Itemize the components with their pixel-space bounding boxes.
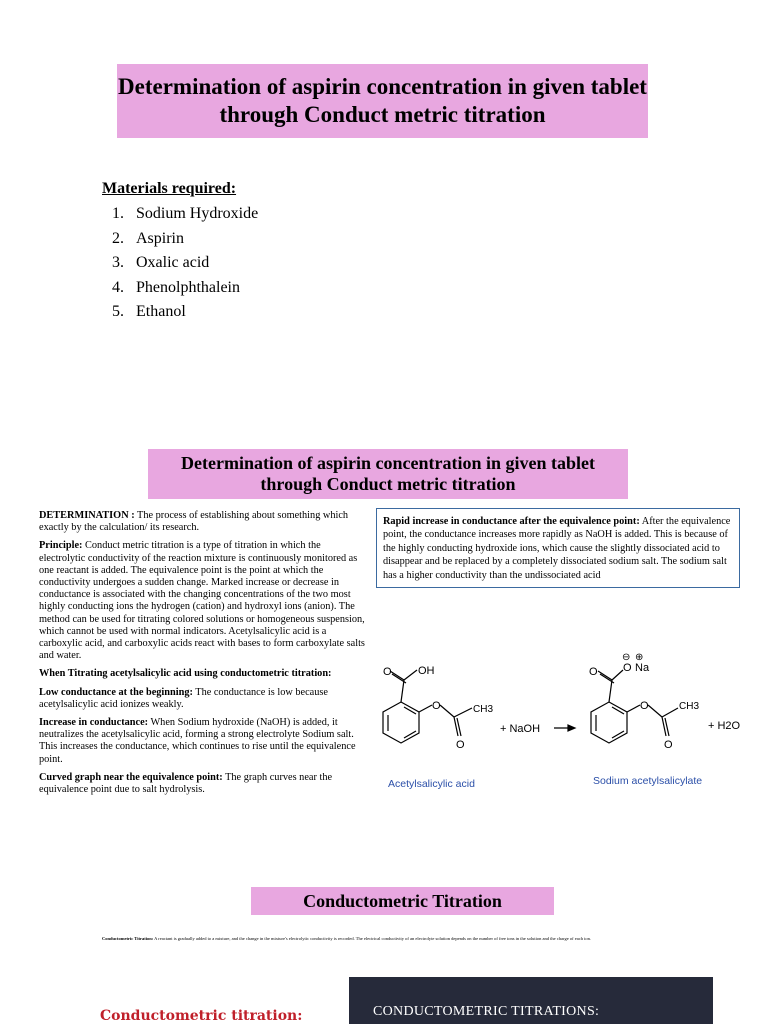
sodium-acetylsalicylate-structure xyxy=(591,670,678,743)
page-title-text: Determination of aspirin concentration in given tablet through Conduct metric titration xyxy=(118,74,647,127)
slide-heading-left: Conductometric titration: xyxy=(100,1008,303,1024)
naoh-label: + NaOH xyxy=(500,723,541,735)
principle-paragraph xyxy=(39,540,365,662)
list-item: 4. Phenolphthalein xyxy=(128,276,402,301)
increase-conductance-paragraph xyxy=(39,717,365,766)
curved-graph-label: Curved graph near the equivalence point: xyxy=(39,771,223,783)
negative-charge-icon: ⊖ xyxy=(622,652,631,663)
determination-label: DETERMINATION : xyxy=(39,510,135,521)
reaction-diagram xyxy=(376,645,756,795)
page-title xyxy=(117,64,648,138)
section-title-text: Determination of aspirin concentration in given tablet through Conduct metric titration xyxy=(181,453,595,494)
oxygen-label: O xyxy=(456,739,465,751)
low-conductance-text: The conductance is low because acetylsalicylic acid ionizes weakly. xyxy=(39,686,328,710)
rapid-increase-text: After the equivalence point, the conductance increases more rapidly as NaOH is added. This is because of the highly conducting hydroxide ions, which cause the slightly dissociated acid to disappear and be replaced by a completely dissociated sodium salt. The sodium salt has a higher conductivity than the undissociated acid xyxy=(383,516,731,581)
oxygen-label: O xyxy=(589,666,598,678)
increase-conductance-text: When Sodium hydroxide (NaOH) is added, it neutralizes the acetylsalicylic acid, forming a strong electrolyte Sodium salt. This increases the conductance, which continues to rise until the equivalence point. xyxy=(39,717,356,765)
methyl-label: CH3 xyxy=(679,701,700,712)
explanation-column xyxy=(39,510,365,802)
principle-text: Conduct metric titration is a type of titration in which the electrolytic conductivity of the reaction mixture is continuously monitored as one reactant is added. The equivalence point is the point at which the conductivity undergoes a sudden change. Marked increase or decrease in conductance is associated with the changing concentrations of the two most highly conducting ions the hydrogen (cation) and hydroxyl ions (anion). The method can be used for titrating colored solutions or homogeneous suspension, which cannot be used with normal indicators. Acetylsalicylic acid is a carboxylic acid, and carboxylic acids react with bases to form carboxylate salts and water. xyxy=(39,540,365,662)
methyl-label: CH3 xyxy=(473,704,494,715)
low-conductance-label: Low conductance at the beginning: xyxy=(39,686,193,698)
conductometric-title xyxy=(251,887,554,915)
rapid-increase-label: Rapid increase in conductance after the equivalence point: xyxy=(383,516,640,527)
low-conductance-paragraph xyxy=(39,687,365,711)
acetylsalicylic-acid-label: Acetylsalicylic acid xyxy=(388,778,475,790)
principle-label: Principle: xyxy=(39,540,83,552)
section-title xyxy=(148,449,628,499)
oxygen-label: O xyxy=(623,662,632,674)
oxygen-label: O xyxy=(383,666,392,678)
oxygen-label: O xyxy=(640,700,649,712)
list-item: 5. Ethanol xyxy=(128,300,402,325)
dark-slide-panel xyxy=(349,977,713,1024)
materials-heading: Materials required: xyxy=(102,180,237,197)
conductometric-title-text: Conductometric Titration xyxy=(303,890,502,911)
hydroxyl-label: OH xyxy=(418,665,435,677)
rapid-increase-box xyxy=(376,508,740,588)
titration-heading-text: When Titrating acetylsalicylic acid using conductometric titration: xyxy=(39,668,332,680)
curved-graph-paragraph xyxy=(39,772,365,796)
determination-paragraph xyxy=(39,510,365,534)
water-label: + H2O xyxy=(708,720,741,732)
materials-section xyxy=(102,180,402,325)
determination-text: The process of establishing about something which exactly by the calculation/ its research. xyxy=(39,510,349,534)
list-item: 2. Aspirin xyxy=(128,227,402,252)
oxygen-label: O xyxy=(664,739,673,751)
conductometric-definition xyxy=(102,936,662,942)
curved-graph-text: The graph curves near the equivalence point due to salt hydrolysis. xyxy=(39,771,333,796)
list-item: 1. Sodium Hydroxide xyxy=(128,202,402,227)
materials-list xyxy=(102,202,402,325)
increase-conductance-label: Increase in conductance: xyxy=(39,717,149,729)
sodium-acetylsalicylate-label: Sodium acetylsalicylate xyxy=(593,775,703,787)
oxygen-label: O xyxy=(432,700,441,712)
positive-charge-icon: ⊕ xyxy=(635,652,644,663)
definition-text: A reactant is gradually added to a mixture, and the change in the mixture's electrolytic conductivity is recorded. The electrical conductivity of an electrolyte solution depends on the number of free ions in the solution and the charge of each ion. xyxy=(153,936,591,941)
titration-heading xyxy=(39,668,365,680)
list-item: 3. Oxalic acid xyxy=(128,251,402,276)
sodium-label: Na xyxy=(635,662,650,674)
dark-slide-heading: CONDUCTOMETRIC TITRATIONS: xyxy=(373,1004,600,1019)
acetylsalicylic-structure xyxy=(383,670,472,743)
definition-label: Conductometric Titration: xyxy=(102,936,154,941)
reaction-arrow xyxy=(554,725,575,731)
